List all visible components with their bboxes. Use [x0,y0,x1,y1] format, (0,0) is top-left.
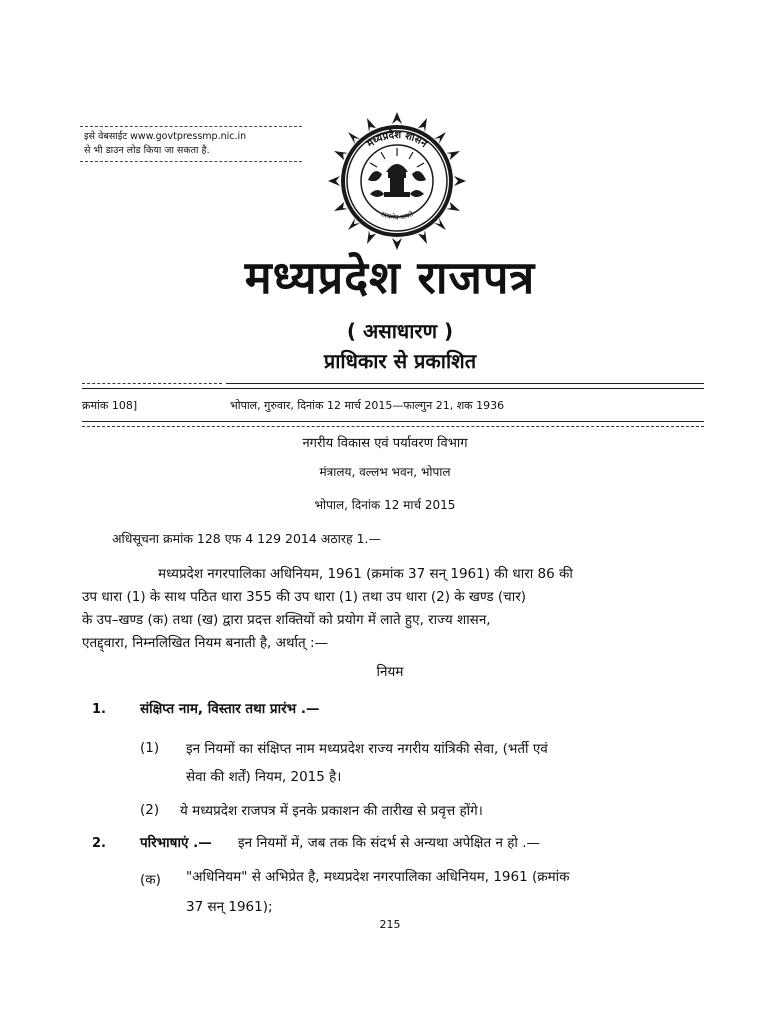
department-address: मंत्रालय, वल्लभ भवन, भोपाल [319,465,451,479]
divider-bottom-2 [82,426,704,427]
rules-heading: नियम [376,664,404,680]
gazette-title: मध्यप्रदेश राजपत्र [244,251,536,304]
authority-line: प्राधिकार से प्रकाशित [323,349,477,373]
rule-2-clause-1-line-1: "अधिनियम" से अभिप्रेत है, मध्यप्रदेश नगरपालिका अधिनियम, 1961 (क्रमांक [186,869,570,885]
rule-1-number: 1. [92,702,106,717]
web-note-line-1: इसे वेबसाईट www.govtpressmp.nic.in [84,131,247,142]
rule-1-clause-2-label: (2) [140,802,160,818]
rule-2-lead: इन नियमों में, जब तक कि संदर्भ से अन्यथा अपेक्षित न हो .— [238,835,540,851]
issue-number: क्रमांक 108] [82,399,138,412]
department-date: भोपाल, दिनांक 12 मार्च 2015 [314,498,456,512]
edition-label: ( असाधारण ) [346,319,454,343]
state-emblem-seal [326,110,468,252]
web-note-line-2: से भी डाउन लोड किया जा सकता है. [84,145,210,156]
rule-2-heading: परिभाषाएं .— [140,835,212,851]
issue-dateline: भोपाल, गुरुवार, दिनांक 12 मार्च 2015—फाल्गुन 21, शक 1936 [230,399,505,412]
divider-dash-left [82,383,222,384]
preamble-line-3: के उप–खण्ड (क) तथा (ख) द्वारा प्रदत्त शक्तियों को प्रयोग में लाते हुए, राज्य शासन, [82,612,491,628]
divider-bottom [82,421,704,422]
divider-top [226,383,704,384]
rule-1-clause-2-line-1: ये मध्यप्रदेश राजपत्र में इनके प्रकाशन की तारीख से प्रवृत्त होंगे। [180,803,483,819]
rule-1-clause-1-line-2: सेवा की शर्तें) नियम, 2015 है। [186,769,342,785]
rule-1-clause-1-label: (1) [140,740,160,756]
rule-1-clause-1-line-1: इन नियमों का संक्षिप्त नाम मध्यप्रदेश राज्य नगरीय यांत्रिकी सेवा, (भर्ती एवं [186,741,548,757]
web-download-note [80,126,302,162]
divider-top-2 [82,388,704,389]
preamble-line-4: एतद्द्वारा, निम्नलिखित नियम बनाती है, अर्थात् :— [82,635,329,651]
rule-1-heading: संक्षिप्त नाम, विस्तार तथा प्रारंभ .— [140,701,320,717]
page-number: 215 [379,918,401,931]
emblem-top-text: मध्यप्रदेश शासन [365,129,429,150]
preamble-line-1: मध्यप्रदेश नगरपालिका अधिनियम, 1961 (क्रमांक 37 सन् 1961) की धारा 86 की [158,566,573,582]
preamble-line-2: उप धारा (1) के साथ पठित धारा 355 की उप धारा (1) तथा उप धारा (2) के खण्ड (चार) [82,589,527,605]
emblem-bottom-text: सत्यमेव जयते [379,210,415,222]
notification-number: अधिसूचना क्रमांक 128 एफ 4 129 2014 अठारह 1.— [112,531,381,546]
rule-2-clause-1-label: (क) [140,872,161,888]
rule-2-clause-1-line-2: 37 सन् 1961); [186,899,273,915]
emblem-graphic [326,110,468,252]
rule-2-number: 2. [92,836,106,851]
department-name: नगरीय विकास एवं पर्यावरण विभाग [302,436,468,451]
